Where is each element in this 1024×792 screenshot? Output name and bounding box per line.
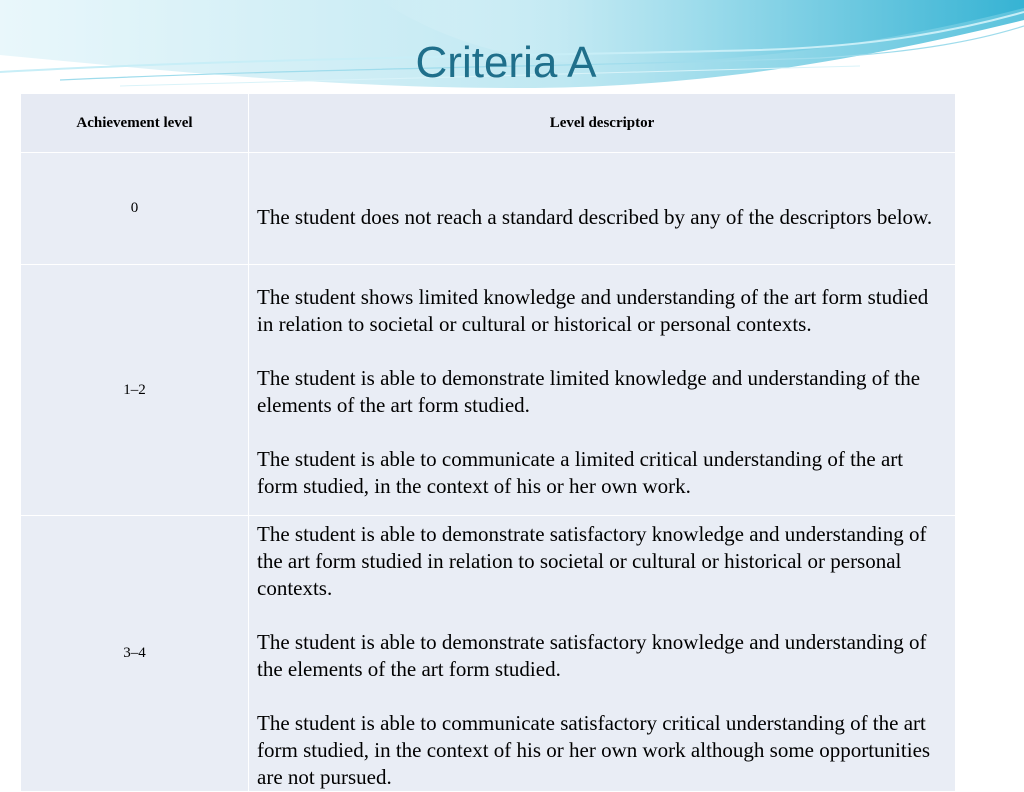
header-level-descriptor: Level descriptor [249,94,956,153]
level-descriptor-cell [249,153,956,265]
descriptor-text: The student is able to communicate a limited critical understanding of the art form studied, in the context of his or her own work. [257,447,904,498]
descriptor-text: The student is able to demonstrate limited knowledge and understanding of the elements of the art form studied. [257,366,921,417]
table-row [21,153,956,265]
level-descriptor-cell [249,265,956,516]
descriptor-text: The student does not reach a standard described by any of the descriptors below. [257,205,933,229]
level-descriptor-cell [249,516,956,792]
achievement-level-cell: 3–4 [21,516,249,792]
table-row [21,516,956,792]
achievement-level-cell: 0 [21,153,249,265]
descriptor-text: The student is able to demonstrate satisfactory knowledge and understanding of the elements of the art form studied. [257,629,927,681]
header-achievement-level: Achievement level [21,94,249,153]
slide-title: Criteria A [415,38,597,87]
descriptor-text: The student shows limited knowledge and understanding of the art form studied in relation to societal or cultural or historical or personal contexts. [257,285,929,336]
descriptor-text: The student is able to communicate satisfactory critical understanding of the art form studied, in the context of his or her own work although some opportunities are not pursued. [257,710,931,789]
table-header-row [21,94,956,153]
table-row [21,265,956,516]
criteria-table [20,93,956,792]
descriptor-text: The student is able to demonstrate satisfactory knowledge and understanding of the art form studied in relation to societal or cultural or historical or personal contexts. [257,521,927,600]
achievement-level-cell: 1–2 [21,265,249,516]
